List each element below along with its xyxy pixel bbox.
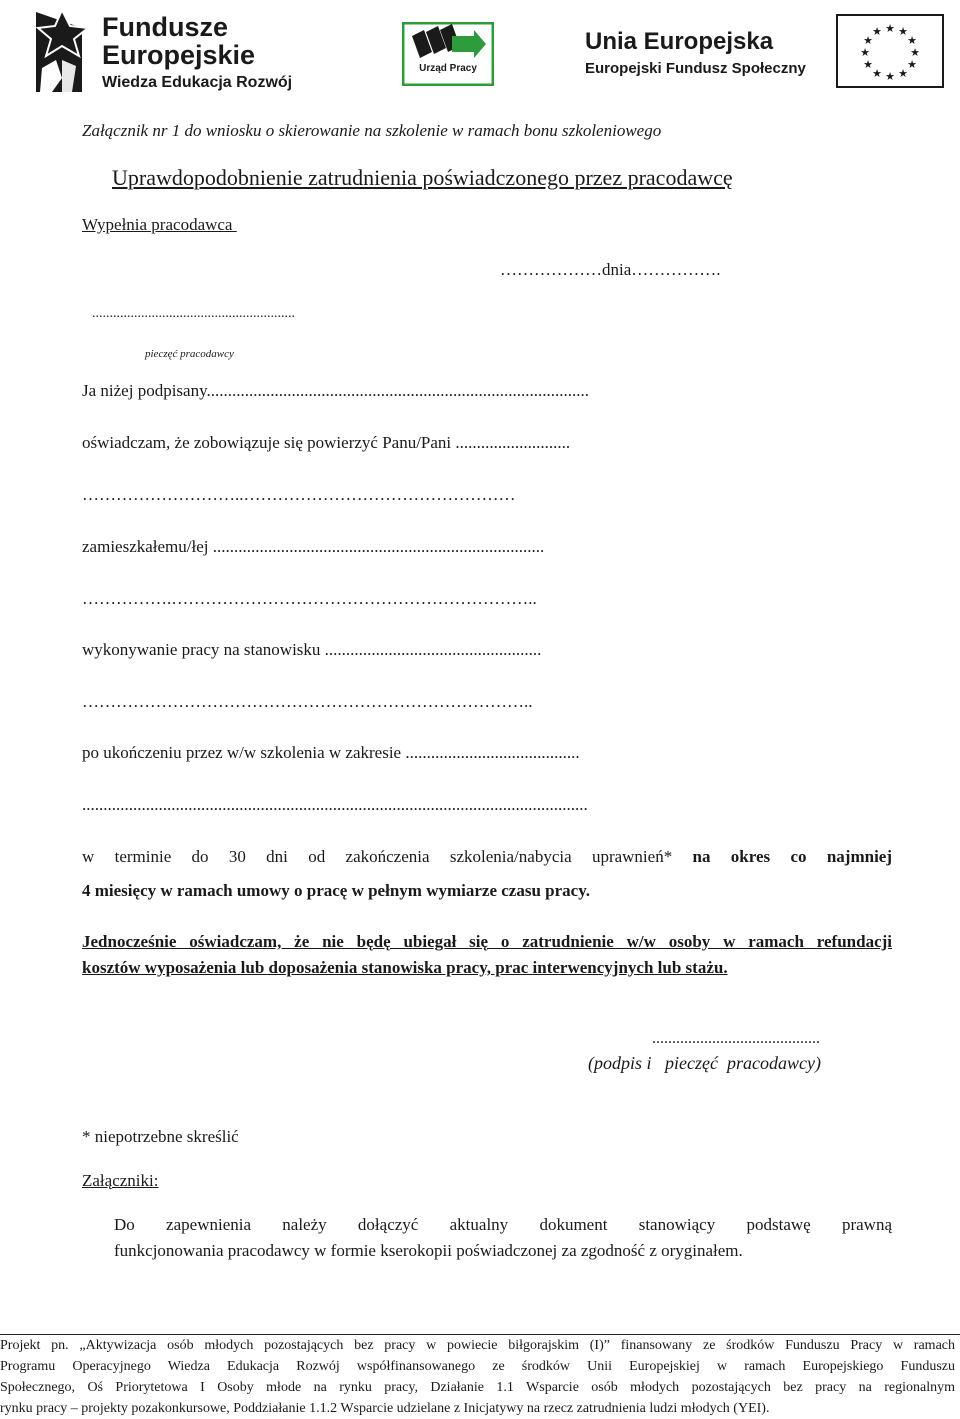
urzad-pracy-logo bbox=[402, 22, 494, 86]
attachment-line: Załącznik nr 1 do wniosku o skierowanie na szkolenie w ramach bonu szkoleniowego bbox=[82, 121, 662, 140]
svg-text:★: ★ bbox=[872, 67, 882, 80]
dots-line-2: …………….……………………………………………………….. bbox=[82, 589, 537, 608]
svg-text:★: ★ bbox=[907, 34, 917, 47]
ue-subtitle: Europejski Fundusz Społeczny bbox=[585, 60, 806, 77]
dots-line-4: ....................................................................................................................... bbox=[82, 795, 588, 814]
attachments-text-line-1: Do zapewnienia należy dołączyć aktualny dokument stanowiący podstawę prawną bbox=[114, 1215, 892, 1234]
stamp-label: pieczęć pracodawcy bbox=[145, 348, 234, 360]
fe-title-line1: Fundusze bbox=[102, 12, 228, 42]
svg-text:★: ★ bbox=[885, 22, 895, 35]
svg-text:★: ★ bbox=[872, 25, 882, 38]
date-field: ………………dnia……………. bbox=[500, 260, 721, 279]
ue-title: Unia Europejska bbox=[585, 28, 774, 55]
attachments-text-line-2: funkcjonowania pracodawcy w formie kserokopii poświadczonej za zgodność z oryginałem. bbox=[114, 1241, 743, 1260]
filled-by-label: Wypełnia pracodawca bbox=[82, 215, 237, 234]
fe-subtitle: Wiedza Edukacja Rozwój bbox=[102, 74, 293, 91]
declare-line: oświadczam, że zobowiązuje się powierzyć Panu/Pani ........................... bbox=[82, 433, 571, 452]
term-line-1 bbox=[82, 847, 892, 867]
job-line: wykonywanie pracy na stanowisku ................................................... bbox=[82, 640, 542, 659]
stamp-dots: .......................................................... bbox=[92, 306, 295, 321]
svg-text:★: ★ bbox=[907, 58, 917, 71]
urzad-pracy-label: Urząd Pracy bbox=[419, 63, 477, 74]
footnote: * niepotrzebne skreślić bbox=[82, 1127, 239, 1146]
footer-line-4: rynku pracy – projekty pozakonkursowe, Poddziałanie 1.1.2 Wsparcie udzielane z Inicjatywy na rzecz zatrudnienia ludzi młodych (YEI). bbox=[0, 1401, 770, 1416]
document-title: Uprawdopodobnienie zatrudnienia poświadczonego przez pracodawcę bbox=[112, 165, 733, 190]
declare-bold-line-2: kosztów wyposażenia lub doposażenia stanowiska pracy, prac interwencyjnych lub stażu. bbox=[82, 958, 728, 977]
fe-title-line2: Europejskie bbox=[102, 40, 256, 70]
unia-europejska-logo-text bbox=[585, 28, 825, 77]
signature-dots: .......................................... bbox=[652, 1030, 820, 1047]
attachments-heading: Załączniki: bbox=[82, 1171, 159, 1190]
svg-text:★: ★ bbox=[898, 25, 908, 38]
footer-line-1: Projekt pn. „Aktywizacja osób młodych pozostających bez pracy w powiecie biłgorajskim (I)” finansowany ze środków Funduszu Pracy w ramach bbox=[0, 1338, 955, 1353]
footer-line-3: Społecznego, Oś Priorytetowa I Osoby młode na rynku pracy, Działanie 1.1 Wsparcie osób młodych pozostających bez pracy na regionalnym bbox=[0, 1380, 955, 1395]
fe-mark-icon bbox=[32, 8, 92, 96]
dots-line-3: …………………………………………………………………….. bbox=[82, 692, 533, 711]
eu-flag-icon bbox=[836, 14, 944, 88]
svg-text:★: ★ bbox=[863, 58, 873, 71]
fundusze-europejskie-logo bbox=[32, 8, 302, 98]
residing-line: zamieszkałemu/łej .............................................................................. bbox=[82, 537, 545, 556]
term-bold: na okres co najmniej bbox=[692, 847, 892, 866]
term-plain: w terminie do 30 dni od zakończenia szkolenia/nabycia uprawnień* bbox=[82, 847, 693, 866]
svg-text:★: ★ bbox=[885, 70, 895, 83]
svg-text:★: ★ bbox=[863, 34, 873, 47]
term-line-2: 4 miesięcy w ramach umowy o pracę w pełnym wymiarze czasu pracy. bbox=[82, 881, 591, 900]
dots-line-1: ………………………..………………………………………… bbox=[82, 485, 516, 504]
footer-line-2: Programu Operacyjnego Wiedza Edukacja Rozwój współfinansowanego ze środków Unii Europejskiej w ramach Europejskiego Funduszu bbox=[0, 1359, 955, 1374]
training-line: po ukończeniu przez w/w szkolenia w zakresie ......................................... bbox=[82, 743, 580, 762]
urzad-pracy-icon bbox=[402, 22, 494, 86]
page-footer bbox=[0, 1334, 960, 1419]
signature-label: (podpis i pieczęć pracodawcy) bbox=[588, 1053, 821, 1073]
declare-bold-line-1: Jednocześnie oświadczam, że nie będę ubiegał się o zatrudnienie w/w osoby w ramach refundacji bbox=[82, 932, 892, 951]
svg-text:★: ★ bbox=[910, 46, 920, 59]
undersigned-line: Ja niżej podpisany.......................................................................................... bbox=[82, 381, 589, 400]
svg-text:★: ★ bbox=[860, 46, 870, 59]
svg-text:★: ★ bbox=[898, 67, 908, 80]
